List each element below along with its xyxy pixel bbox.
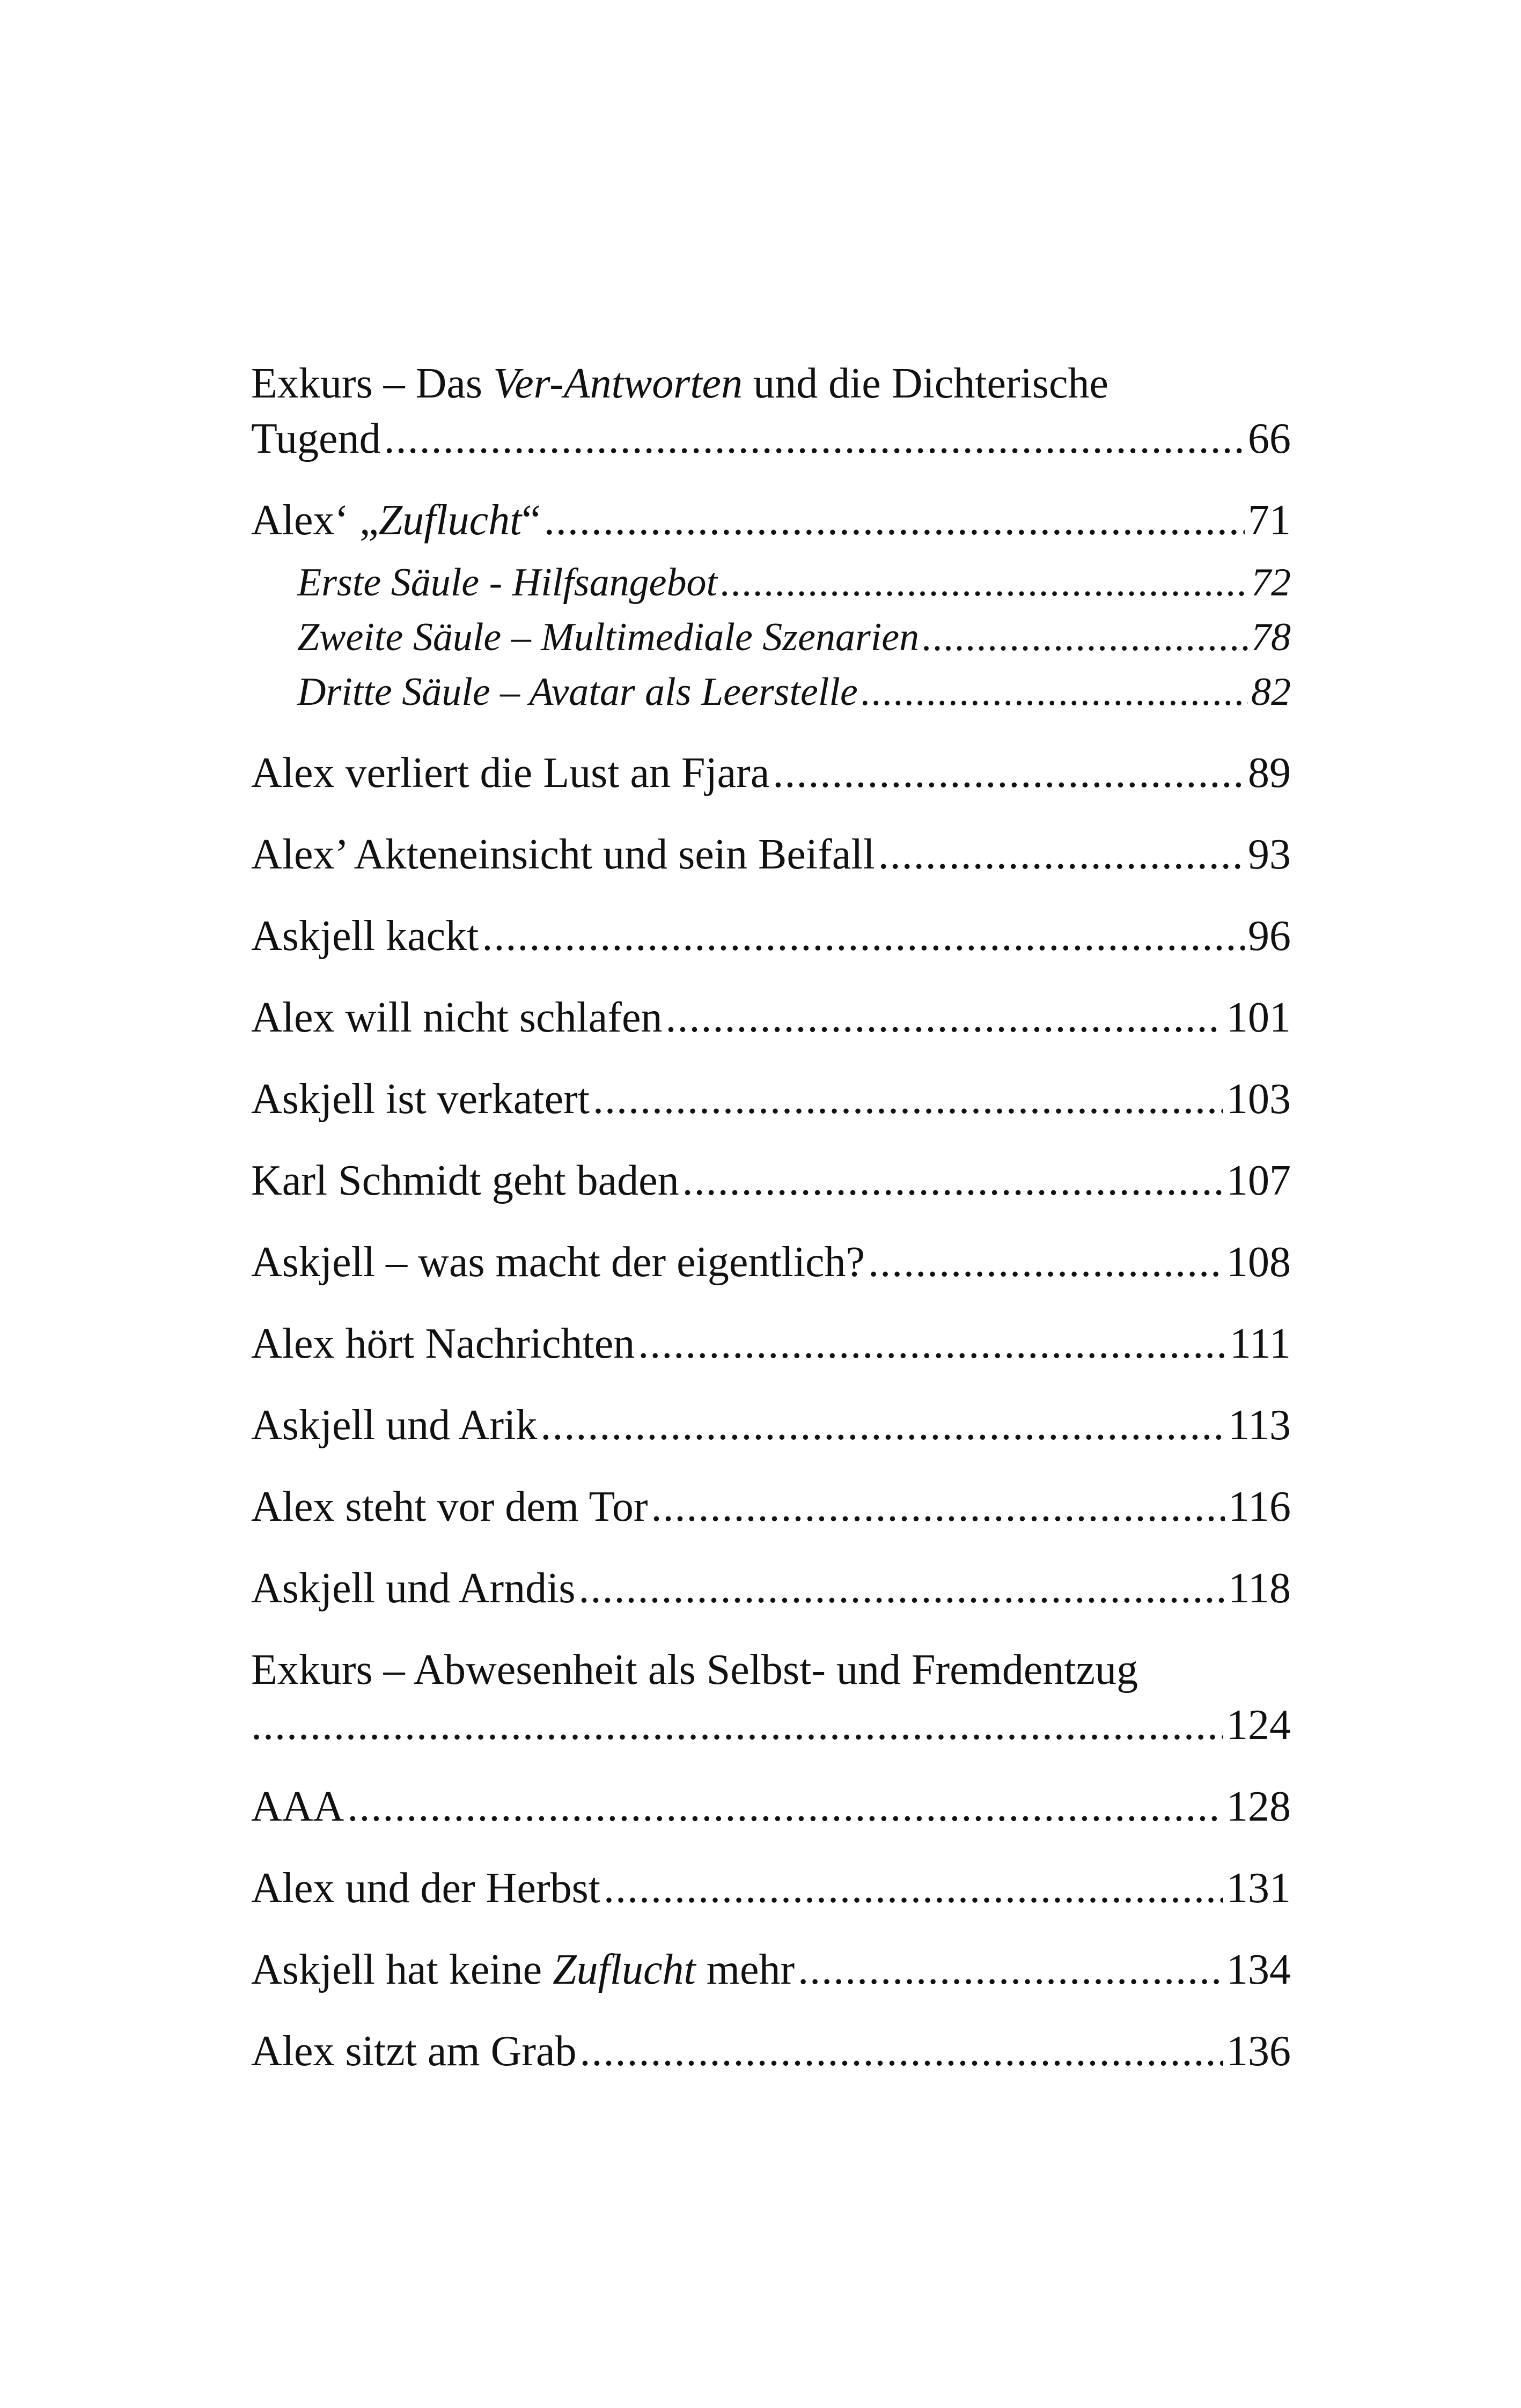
toc-subentry-title: Zweite Säule – Multimediale Szenarien	[297, 615, 920, 659]
dot-leader	[878, 827, 1245, 882]
toc-entry[interactable]	[251, 1072, 1291, 1127]
toc-page-number: 101	[1226, 994, 1291, 1041]
toc-subsection-group	[251, 555, 1291, 719]
toc-subentry[interactable]	[251, 665, 1291, 719]
toc-entry-title: AAA	[251, 1783, 344, 1830]
toc-page-number: 134	[1226, 1946, 1291, 1993]
toc-page-number: 113	[1228, 1402, 1291, 1449]
dot-leader	[665, 990, 1223, 1045]
toc-entry-title-line1	[251, 356, 1291, 411]
toc-entry-title: Alex hört Nachrichten	[251, 1320, 635, 1367]
toc-entry-title: Askjell und Arik	[251, 1402, 538, 1449]
toc-page-number: 96	[1248, 912, 1291, 960]
toc-entry[interactable]	[251, 1316, 1291, 1372]
toc-entry-title-part: mehr	[695, 1946, 795, 1993]
toc-subentry[interactable]	[251, 555, 1291, 610]
toc-page-number: 128	[1226, 1783, 1291, 1830]
toc-entry-title	[251, 493, 541, 548]
toc-subentry-title: Erste Säule - Hilfsangebot	[297, 561, 718, 605]
toc-page-number: 111	[1229, 1320, 1291, 1367]
dot-leader	[544, 493, 1245, 548]
toc-entry-title-part: “	[521, 497, 541, 544]
dot-leader	[593, 1072, 1223, 1127]
toc-entry-title-emphasis: Zuflucht	[553, 1946, 696, 1993]
toc-entry-title-line2: Tugend	[251, 415, 381, 462]
toc-page-number: 103	[1226, 1076, 1291, 1123]
toc-entry-title	[251, 1942, 795, 1998]
toc-page-number: 131	[1226, 1865, 1291, 1912]
toc-entry-title: Alex steht vor dem Tor	[251, 1483, 648, 1530]
toc-page-number: 66	[1248, 415, 1291, 462]
toc-page-number: 72	[1251, 561, 1291, 605]
dot-leader	[579, 2024, 1223, 2079]
dot-leader	[861, 665, 1248, 719]
toc-entry-title: Alex sitzt am Grab	[251, 2028, 577, 2075]
toc-entry-title: Askjell – was macht der eigentlich?	[251, 1239, 865, 1286]
dot-leader	[682, 1153, 1223, 1209]
toc-entry-title-emphasis: Zuflucht	[378, 497, 522, 544]
toc-entry[interactable]	[251, 1153, 1291, 1209]
toc-page-number: 118	[1228, 1565, 1291, 1612]
toc-subentry-title: Dritte Säule – Avatar als Leerstelle	[297, 670, 858, 714]
toc-entry-exkurs-ver-antworten[interactable]	[251, 356, 1291, 467]
toc-entry-title: Askjell und Arndis	[251, 1565, 576, 1612]
dot-leader	[384, 411, 1245, 467]
toc-entry[interactable]	[251, 1479, 1291, 1535]
dot-leader	[922, 610, 1248, 665]
table-of-contents	[251, 356, 1291, 2105]
toc-entry[interactable]	[251, 2024, 1291, 2079]
toc-page-number: 108	[1226, 1239, 1291, 1286]
toc-entry-title: Askjell ist verkatert	[251, 1076, 590, 1123]
toc-page-number: 93	[1248, 831, 1291, 878]
toc-entry[interactable]	[251, 909, 1291, 964]
dot-leader	[347, 1779, 1223, 1835]
toc-page-number: 124	[1226, 1702, 1291, 1749]
toc-entry-title-emphasis: Ver-Antworten	[493, 360, 743, 407]
toc-page-number: 107	[1226, 1157, 1291, 1204]
toc-entry-title: Alex’ Akteneinsicht und sein Beifall	[251, 831, 875, 878]
dot-leader	[604, 1861, 1223, 1916]
dot-leader	[251, 1698, 1223, 1753]
toc-page-number: 89	[1248, 749, 1291, 797]
toc-entry-title: Karl Schmidt geht baden	[251, 1157, 679, 1204]
toc-entry[interactable]	[251, 827, 1291, 882]
toc-entry-title-part: und die Dichterische	[743, 360, 1109, 407]
toc-entry[interactable]	[251, 1861, 1291, 1916]
toc-entry-title-part: Askjell hat keine	[251, 1946, 553, 1993]
toc-entry-keine-zuflucht[interactable]	[251, 1942, 1291, 1998]
toc-subentry[interactable]	[251, 610, 1291, 665]
dot-leader	[798, 1942, 1223, 1998]
dot-leader	[540, 1398, 1225, 1453]
toc-entry-title: Alex verliert die Lust an Fjara	[251, 749, 770, 797]
toc-entry[interactable]	[251, 1561, 1291, 1616]
toc-page-number: 116	[1228, 1483, 1291, 1530]
toc-entry[interactable]	[251, 990, 1291, 1045]
toc-page-number: 82	[1251, 670, 1291, 714]
dot-leader	[638, 1316, 1226, 1372]
toc-entry-title: Alex und der Herbst	[251, 1865, 600, 1912]
toc-entry-zuflucht[interactable]	[251, 493, 1291, 548]
toc-page-number: 136	[1226, 2028, 1291, 2075]
toc-page-number: 71	[1248, 497, 1291, 544]
toc-entry-title-line1: Exkurs – Abwesenheit als Selbst- und Fremdentzug	[251, 1646, 1138, 1693]
toc-entry-title-part: Alex‘ „	[251, 497, 379, 544]
toc-entry-title-part: Exkurs – Das	[251, 360, 494, 407]
toc-entry[interactable]	[251, 1779, 1291, 1835]
toc-entry-exkurs-abwesenheit[interactable]	[251, 1643, 1291, 1753]
toc-page-number: 78	[1251, 615, 1291, 659]
dot-leader	[482, 909, 1245, 964]
dot-leader	[651, 1479, 1225, 1535]
toc-entry-title: Askjell kackt	[251, 912, 479, 960]
dot-leader	[578, 1561, 1225, 1616]
toc-entry[interactable]	[251, 1398, 1291, 1453]
toc-entry-title: Alex will nicht schlafen	[251, 994, 663, 1041]
toc-entry[interactable]	[251, 1235, 1291, 1290]
dot-leader	[721, 555, 1248, 610]
dot-leader	[773, 746, 1245, 801]
toc-entry[interactable]	[251, 746, 1291, 801]
dot-leader	[868, 1235, 1223, 1290]
